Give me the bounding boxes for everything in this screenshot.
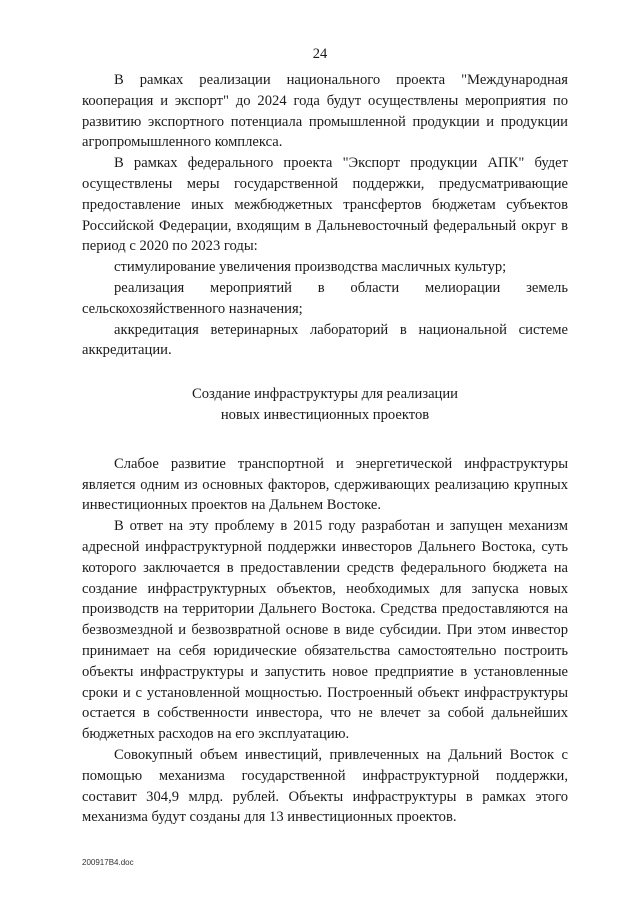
section-heading-line-1: Создание инфраструктуры для реализации	[192, 386, 458, 403]
paragraph-infrastructure-weakness: Слабое развитие транспортной и энергетической инфраструктуры является одним из основных факторов, сдерживающих реализацию крупных инвестиционных проектов на Дальнем Востоке.	[82, 455, 568, 514]
paragraph-export-project: В рамках реализации национального проекта "Международная кооперация и экспорт" до 2024 года будут осуществлены мероприятия по развитию экспортного потенциала промышленной продукции и продукции агропромышленного комплекса.	[82, 72, 568, 151]
section-heading	[82, 384, 568, 426]
paragraph-support-mechanism: В ответ на эту проблему в 2015 году разработан и запущен механизм адресной инфраструктурной поддержки инвесторов Дальнего Востока, суть которого заключается в предоставлении средств федерального бюджета на создание инфраструктурных объектов, необходимых для запуска новых производств на территории Дальнего Востока. Средства предоставляются на безвозмездной и безвозвратной основе в виде субсидии. При этом инвестор принимает на себя юридические обязательства самостоятельно построить объекты инфраструктуры и запустить новое предприятие в установленные сроки и с установленной мощностью. Построенный объект инфраструктуры остается в собственности инвестора, что не влечет за собой дальнейших бюджетных расходов на его эксплуатацию.	[82, 518, 568, 743]
page-number: 24	[312, 46, 328, 62]
section-heading-line-2: новых инвестиционных проектов	[220, 406, 430, 423]
list-item-accreditation: аккредитация ветеринарных лабораторий в национальной системе аккредитации.	[82, 321, 568, 359]
document-body	[82, 70, 568, 828]
paragraph-investment-volume: Совокупный объем инвестиций, привлеченных на Дальний Восток с помощью механизма государственной инфраструктурной поддержки, составит 304,9 млрд. рублей. Объекты инфраструктуры в рамках этого механизма будут созданы для 13 инвестиционных проектов.	[82, 746, 568, 826]
list-item-oilseeds: стимулирование увеличения производства масличных культур;	[114, 259, 507, 276]
footer-filename: 200917B4.doc	[82, 858, 134, 867]
paragraph-agro-export: В рамках федерального проекта "Экспорт продукции АПК" будет осуществлены меры государственной поддержки, предусматривающие предоставление иных межбюджетных трансфертов бюджетам субъектов Российской Федерации, входящим в Дальневосточный федеральный округ в период с 2020 по 2023 годы:	[82, 155, 568, 255]
list-item-melioration: реализация мероприятий в области мелиорации земель сельскохозяйственного назначения;	[82, 279, 568, 317]
